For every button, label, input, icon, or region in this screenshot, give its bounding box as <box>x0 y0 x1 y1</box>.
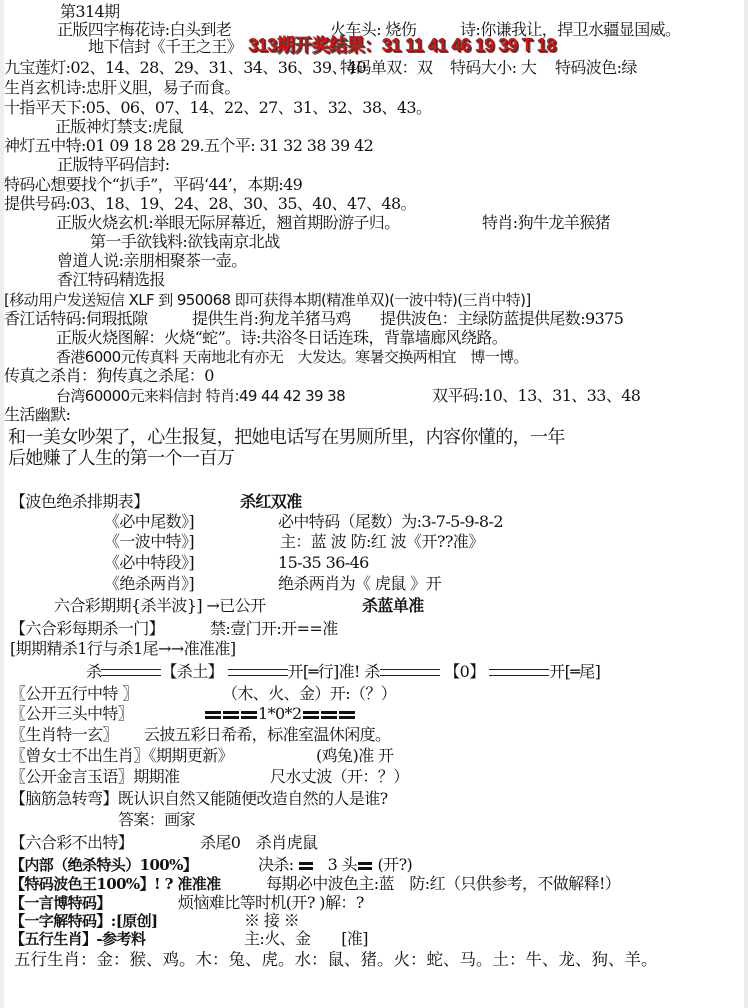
internal-suffix: (开?) <box>377 855 413 874</box>
no-special-label: 【六合彩不出特】 <box>10 833 134 852</box>
kill-zero: 【0】 <box>444 662 485 681</box>
ms-zeng-value: (鸡兔)准 开 <box>316 746 394 765</box>
issue-number: 第314期 <box>60 2 120 21</box>
wave-kill-title: 【波色绝杀排期表】 <box>10 492 149 511</box>
fire-diagram: 正版火烧图解：火烧“蛇”。诗:共浴冬日话连珠，背靠墙廊风绕路。 <box>56 328 508 347</box>
internal-number: 3 头 <box>327 855 358 874</box>
double-line <box>380 669 440 676</box>
lamp-five: 神灯五中特:01 09 18 28 29.五个平: 31 32 38 39 42 <box>4 136 374 155</box>
kill-prefix: 杀 <box>86 662 102 681</box>
special-zodiac: 特肖:狗牛龙羊猴猪 <box>482 213 610 232</box>
row-value-3: 绝杀两肖为《 虎鼠 》开 <box>278 574 441 593</box>
five-elements-label: 〖公开五行中特 〗 <box>10 684 138 703</box>
wave-color: 特码波色:绿 <box>555 58 637 77</box>
three-heads-value: 1*0*2 <box>258 704 302 723</box>
hk-fax: 香港6000元传真料 天南地北有亦无 大发达。寒暑交换两相宜 博一博。 <box>56 348 528 366</box>
five-elements-value: （木、火、金）开:（？） <box>222 684 397 703</box>
result-banner: 313期开奖结果：31 11 41 46 19 39 T 18 <box>248 35 556 55</box>
three-heads-label: 〖公开三头中特〗 <box>10 704 134 723</box>
bar-icon <box>339 711 355 719</box>
poem-line: 诗:你谦我让，捍卫水疆显国威。 <box>460 20 681 39</box>
kill-row <box>86 662 600 682</box>
row-label-0: 《必中尾数》] <box>104 512 195 531</box>
five-zodiac-value: 主:火、金 [准] <box>244 929 368 948</box>
big-small: 特码大小: 大 <box>450 58 537 77</box>
double-line <box>489 669 549 676</box>
internal-label: 【内部（绝杀特头）100%】 <box>10 856 198 874</box>
row-value-2: 15-35 36-46 <box>278 553 369 572</box>
one-word-value: 烦恼难比等时机(开? )解：? <box>178 893 364 912</box>
precise-kill: [期期精杀1行与杀1尾→→准准准] <box>10 639 236 658</box>
provided-wave: 提供波色：主绿防蓝提供尾数:9375 <box>380 309 624 328</box>
odd-even: 特码单双：双 <box>340 58 433 77</box>
wave-kill-value: 杀红双准 <box>240 492 302 511</box>
fire-mystery: 正版火烧玄机:举眼无际屏幕近，翘首期盼游子归。 <box>56 213 400 232</box>
bar-icon <box>303 711 319 719</box>
humor-title: 生活幽默: <box>4 405 71 424</box>
bar-icon <box>299 862 313 870</box>
one-char-value: ※ 接 ※ <box>244 911 300 930</box>
bar-icon <box>321 711 337 719</box>
bar-icon <box>358 862 372 870</box>
riddle: 【脑筋急转弯】既认识自然又能随便改造自然的人是谁? <box>10 789 388 808</box>
double-ping: 双平码:10、13、31、33、48 <box>432 386 641 405</box>
five-zodiac-list: 五行生肖：金：猴、鸡。木：兔、虎。水：鼠、猪。火：蛇、马。土：牛、龙、狗、羊。 <box>14 950 658 969</box>
joke-line-1: 和一美女吵架了，心生报复，把她电话写在男厕所里，内容你懂的，一年 <box>8 427 565 448</box>
open-tail: 开[═尾] <box>549 662 601 681</box>
joke-line-2: 后她赚了人生的第一个一百万 <box>8 448 235 469</box>
special-heart: 特码心想要找个“扒手”，平码‘44’，本期:49 <box>4 175 303 194</box>
internal-prefix: 决杀: <box>258 855 294 874</box>
bar-icon <box>223 711 239 719</box>
golden-words-label: 〖公开金言玉语〗期期准 <box>10 767 180 786</box>
provided-zodiac: 提供生肖:狗龙羊猪马鸡 <box>192 309 351 328</box>
first-hand: 第一手欲钱料:欲钱南京北战 <box>90 232 280 251</box>
sms-promo: [移动用户发送短信 XLF 到 950068 即可获得本期(精准单双)(一波中特)(三肖中特)] <box>4 291 531 309</box>
taiwan-envelope: 台湾60000元来料信封 特肖:49 44 42 39 38 <box>56 387 346 405</box>
forbidden-branch: 正版神灯禁支:虎鼠 <box>55 117 183 136</box>
wave-king-label: 【特码波色王100%】! ? 准准准 <box>10 875 221 893</box>
jiubao-line: 九宝莲灯:02、14、28、29、31、34、36、39、40 <box>4 58 367 77</box>
bar-icon <box>241 711 257 719</box>
zodiac-xuan-value: 云披五彩日希希，标准室温休闲度。 <box>144 725 391 744</box>
one-word-label: 【一言博特码】 <box>10 894 111 912</box>
zodiac-xuan-label: 〖生肖特一玄〗 <box>10 725 118 744</box>
double-line <box>101 669 161 676</box>
three-heads-value-wrap <box>204 704 356 724</box>
train-head: 火车头: 烧伤 <box>330 20 417 39</box>
ten-fingers: 十指平天下:05、06、07、14、22、27、31、32、38、43。 <box>4 98 432 117</box>
half-wave-kill: 杀蓝单准 <box>362 596 424 615</box>
provided-numbers: 提供号码:03、18、19、24、28、30、35、40、47、48。 <box>4 194 416 213</box>
one-door-value: 禁:壹门开:开==准 <box>210 619 338 638</box>
wave-king-value: 每期必中波色主:蓝 防:红（只供参考，不做解释!） <box>266 874 621 893</box>
row-label-1: 《一波中特》] <box>104 532 195 551</box>
half-wave: 六合彩期期{杀半波}] →已公开 <box>54 596 266 615</box>
special-envelope: 正版特平码信封: <box>57 155 170 174</box>
envelope-title: 地下信封《千王之王》 <box>88 37 243 56</box>
right-edge-scrollbar[interactable] <box>744 0 748 1008</box>
row-value-1: 主：蓝 波 防:红 波《开??准》 <box>280 532 484 551</box>
taoist-says: 曾道人说:亲朋相聚茶一壶。 <box>57 251 247 270</box>
ms-zeng-label: 〖曾女士不出生肖〗《期期更新》 <box>10 746 234 765</box>
kill-prefix-2: 杀 <box>364 662 380 681</box>
huate-line: 香江话特码:伺瑕抵隙 <box>4 309 148 328</box>
xiangjiang-title: 香江特码精选报 <box>57 270 165 289</box>
riddle-answer: 答案：画家 <box>118 810 196 829</box>
kill-earth: 【杀土】 <box>161 662 224 681</box>
zodiac-poem: 生肖玄机诗:忠肝义胆，易子而食。 <box>4 78 240 97</box>
row-label-3: 《绝杀两肖》] <box>104 574 195 593</box>
five-zodiac-label: 【五行生肖】-参考料 <box>10 930 146 948</box>
open-element: 开[═行]准! <box>287 662 360 681</box>
internal-value-wrap <box>258 855 412 875</box>
double-line <box>228 669 288 676</box>
no-special-value: 杀尾0 杀肖虎鼠 <box>200 833 318 852</box>
plum-poem: 正版四字梅花诗:白头到老 <box>57 20 232 39</box>
golden-words-value: 尺水丈波（开：？） <box>270 767 409 786</box>
bar-icon <box>205 711 221 719</box>
row-value-0: 必中特码（尾数）为:3-7-5-9-8-2 <box>278 512 503 531</box>
row-label-2: 《必中特段》] <box>104 553 195 572</box>
one-char-label: 【一字解特码】:[原创] <box>10 912 158 930</box>
fax-kill: 传真之杀肖：狗传真之杀尾：0 <box>4 366 214 385</box>
one-door-title: 【六合彩每期杀一门】 <box>10 619 165 638</box>
